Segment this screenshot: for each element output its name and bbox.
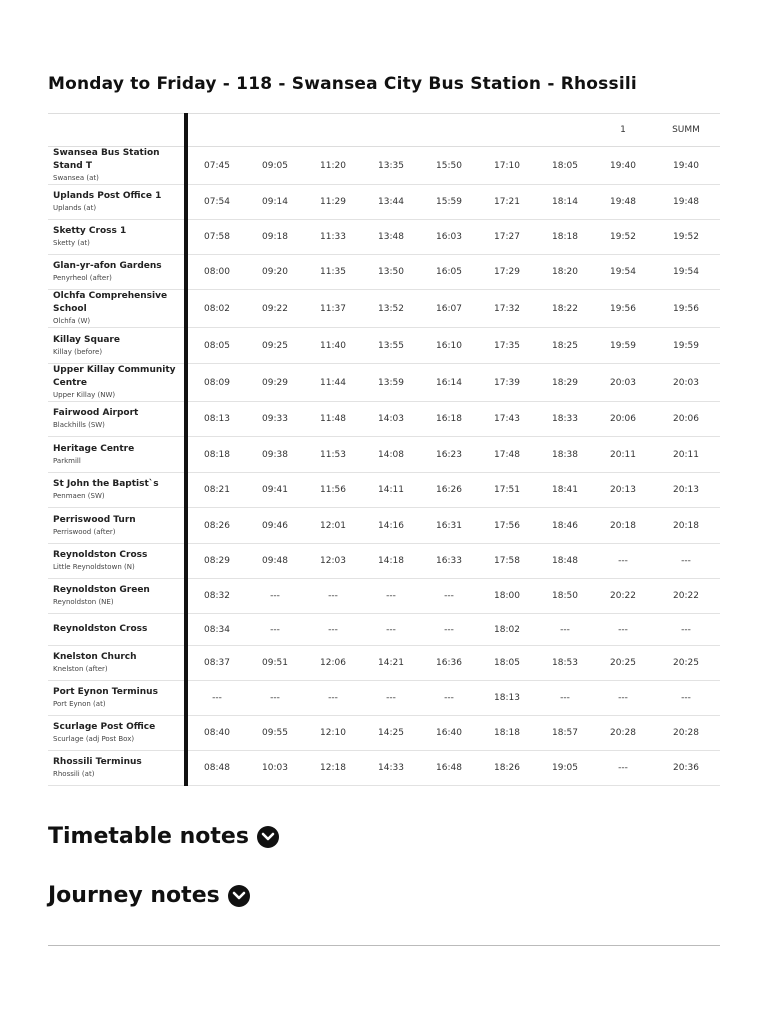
time-cell: 13:44 bbox=[362, 185, 420, 220]
stop-name: Scurlage Post Office bbox=[53, 722, 156, 732]
time-cell: 20:11 bbox=[594, 437, 652, 473]
time-cell: 14:25 bbox=[362, 716, 420, 751]
timetable-notes-toggle[interactable] bbox=[48, 824, 279, 849]
time-cell: 09:46 bbox=[246, 508, 304, 544]
time-cell: 18:26 bbox=[478, 751, 536, 786]
time-cell: 17:27 bbox=[478, 220, 536, 255]
stop-locality: Perriswood (after) bbox=[53, 527, 116, 536]
time-cell: --- bbox=[362, 681, 420, 716]
time-cell: --- bbox=[652, 614, 720, 646]
stop-locality: Sketty (at) bbox=[53, 239, 90, 247]
stop-locality: Port Eynon (at) bbox=[53, 700, 106, 708]
stop-locality: Reynoldston (NE) bbox=[53, 598, 114, 606]
stop-locality: Scurlage (adj Post Box) bbox=[53, 735, 135, 743]
time-cell: 20:22 bbox=[652, 579, 720, 614]
time-cell: 17:32 bbox=[478, 290, 536, 328]
time-cell: 16:18 bbox=[420, 402, 478, 437]
divider bbox=[48, 945, 720, 946]
time-cell: 08:34 bbox=[186, 614, 246, 646]
time-cell: 09:25 bbox=[246, 328, 304, 364]
stop-locality: Upper Killay (NW) bbox=[53, 391, 116, 399]
time-cell: 20:25 bbox=[652, 646, 720, 681]
time-cell: 18:18 bbox=[536, 220, 594, 255]
header-row bbox=[48, 114, 720, 147]
time-cell: 09:55 bbox=[246, 716, 304, 751]
column-header bbox=[304, 114, 362, 147]
time-cell: 17:51 bbox=[478, 473, 536, 508]
time-cell: 20:11 bbox=[652, 437, 720, 473]
stop-locality: Little Reynoldstown (N) bbox=[53, 563, 135, 571]
time-cell: 18:05 bbox=[536, 147, 594, 185]
time-cell: 08:48 bbox=[186, 751, 246, 786]
time-cell: 16:23 bbox=[420, 437, 478, 473]
time-cell: 19:52 bbox=[652, 220, 720, 255]
time-cell: 19:59 bbox=[652, 328, 720, 364]
time-cell: 13:48 bbox=[362, 220, 420, 255]
time-cell: --- bbox=[594, 544, 652, 579]
stop-name: Sketty Cross 1 bbox=[53, 226, 127, 236]
time-cell: 19:48 bbox=[594, 185, 652, 220]
time-cell: 20:18 bbox=[652, 508, 720, 544]
journey-notes-toggle[interactable] bbox=[48, 883, 250, 908]
stop-cell bbox=[48, 220, 186, 255]
time-cell: 18:50 bbox=[536, 579, 594, 614]
time-cell: 17:58 bbox=[478, 544, 536, 579]
stop-cell bbox=[48, 437, 186, 473]
time-cell: 09:48 bbox=[246, 544, 304, 579]
time-cell: 08:05 bbox=[186, 328, 246, 364]
time-cell: 18:05 bbox=[478, 646, 536, 681]
table-row bbox=[48, 437, 720, 473]
stop-locality: Blackhills (SW) bbox=[53, 421, 105, 429]
stop-locality: Parkmill bbox=[53, 456, 81, 465]
time-cell: 12:10 bbox=[304, 716, 362, 751]
time-cell: 18:18 bbox=[478, 716, 536, 751]
time-cell: 19:40 bbox=[594, 147, 652, 185]
stop-cell bbox=[48, 328, 186, 364]
time-cell: 20:06 bbox=[652, 402, 720, 437]
time-cell: 18:48 bbox=[536, 544, 594, 579]
time-cell: --- bbox=[420, 614, 478, 646]
table-row bbox=[48, 716, 720, 751]
time-cell: 13:55 bbox=[362, 328, 420, 364]
time-cell: 14:16 bbox=[362, 508, 420, 544]
time-cell: 16:48 bbox=[420, 751, 478, 786]
time-cell: 17:35 bbox=[478, 328, 536, 364]
table-row bbox=[48, 508, 720, 544]
time-cell: 11:44 bbox=[304, 364, 362, 402]
time-cell: --- bbox=[304, 681, 362, 716]
time-cell: 16:14 bbox=[420, 364, 478, 402]
stop-name: Fairwood Airport bbox=[53, 408, 139, 418]
stop-cell bbox=[48, 255, 186, 290]
stop-name: Upper Killay Community Centre bbox=[53, 365, 176, 388]
table-row bbox=[48, 579, 720, 614]
time-cell: 19:56 bbox=[652, 290, 720, 328]
time-cell: 17:10 bbox=[478, 147, 536, 185]
time-cell: 16:05 bbox=[420, 255, 478, 290]
chevron-down-icon bbox=[228, 885, 250, 907]
time-cell: --- bbox=[246, 579, 304, 614]
time-cell: 09:05 bbox=[246, 147, 304, 185]
time-cell: 11:20 bbox=[304, 147, 362, 185]
stop-name: Reynoldston Cross bbox=[53, 624, 148, 634]
time-cell: 12:01 bbox=[304, 508, 362, 544]
time-cell: 20:06 bbox=[594, 402, 652, 437]
time-cell: --- bbox=[420, 579, 478, 614]
time-cell: 12:06 bbox=[304, 646, 362, 681]
stop-cell bbox=[48, 364, 186, 402]
stop-name: Olchfa Comprehensive School bbox=[53, 291, 168, 314]
table-row bbox=[48, 185, 720, 220]
time-cell: --- bbox=[304, 614, 362, 646]
time-cell: 16:10 bbox=[420, 328, 478, 364]
time-cell: 07:58 bbox=[186, 220, 246, 255]
time-cell: 16:07 bbox=[420, 290, 478, 328]
time-cell: 09:14 bbox=[246, 185, 304, 220]
time-cell: 15:59 bbox=[420, 185, 478, 220]
stop-locality: Killay (before) bbox=[53, 347, 103, 356]
table-row bbox=[48, 646, 720, 681]
time-cell: 11:29 bbox=[304, 185, 362, 220]
time-cell: 16:36 bbox=[420, 646, 478, 681]
time-cell: 18:02 bbox=[478, 614, 536, 646]
time-cell: 20:13 bbox=[652, 473, 720, 508]
column-header bbox=[478, 114, 536, 147]
stop-name: Reynoldston Cross bbox=[53, 550, 148, 560]
stop-name: Uplands Post Office 1 bbox=[53, 191, 162, 201]
stop-name: Glan-yr-afon Gardens bbox=[53, 261, 162, 271]
time-cell: 14:33 bbox=[362, 751, 420, 786]
time-cell: 17:43 bbox=[478, 402, 536, 437]
time-cell: 10:03 bbox=[246, 751, 304, 786]
table-row bbox=[48, 364, 720, 402]
time-cell: 20:03 bbox=[652, 364, 720, 402]
time-cell: 17:39 bbox=[478, 364, 536, 402]
time-cell: --- bbox=[536, 614, 594, 646]
time-cell: 20:36 bbox=[652, 751, 720, 786]
time-cell: 08:02 bbox=[186, 290, 246, 328]
table-row bbox=[48, 147, 720, 185]
time-cell: --- bbox=[362, 614, 420, 646]
table-row bbox=[48, 751, 720, 786]
stop-name: Port Eynon Terminus bbox=[53, 687, 158, 697]
time-cell: 19:48 bbox=[652, 185, 720, 220]
time-cell: 18:33 bbox=[536, 402, 594, 437]
stop-name: Heritage Centre bbox=[53, 443, 135, 454]
timetable bbox=[48, 113, 720, 786]
time-cell: 20:03 bbox=[594, 364, 652, 402]
chevron-down-icon bbox=[257, 826, 279, 848]
column-header bbox=[186, 114, 246, 147]
time-cell: 13:52 bbox=[362, 290, 420, 328]
time-cell: 18:20 bbox=[536, 255, 594, 290]
time-cell: --- bbox=[362, 579, 420, 614]
time-cell: --- bbox=[594, 614, 652, 646]
time-cell: 09:20 bbox=[246, 255, 304, 290]
stop-name: St John the Baptist`s bbox=[53, 479, 159, 489]
table-row bbox=[48, 681, 720, 716]
time-cell: --- bbox=[594, 681, 652, 716]
stop-cell bbox=[48, 185, 186, 220]
time-cell: 14:11 bbox=[362, 473, 420, 508]
table-row bbox=[48, 220, 720, 255]
time-cell: 09:51 bbox=[246, 646, 304, 681]
time-cell: 18:25 bbox=[536, 328, 594, 364]
time-cell: 18:13 bbox=[478, 681, 536, 716]
time-cell: 14:21 bbox=[362, 646, 420, 681]
time-cell: 15:50 bbox=[420, 147, 478, 185]
time-cell: 14:03 bbox=[362, 402, 420, 437]
time-cell: 09:29 bbox=[246, 364, 304, 402]
time-cell: 12:18 bbox=[304, 751, 362, 786]
time-cell: 13:50 bbox=[362, 255, 420, 290]
time-cell: 20:13 bbox=[594, 473, 652, 508]
time-cell: --- bbox=[420, 681, 478, 716]
time-cell: 17:48 bbox=[478, 437, 536, 473]
time-cell: --- bbox=[652, 681, 720, 716]
stop-name: Perriswood Turn bbox=[53, 514, 136, 525]
time-cell: 16:33 bbox=[420, 544, 478, 579]
stop-cell bbox=[48, 544, 186, 579]
stop-locality: Olchfa (W) bbox=[53, 317, 91, 325]
time-cell: 07:45 bbox=[186, 147, 246, 185]
stop-locality: Swansea (at) bbox=[53, 174, 99, 182]
stop-name: Reynoldston Green bbox=[53, 585, 150, 595]
time-cell: 11:40 bbox=[304, 328, 362, 364]
time-cell: 19:40 bbox=[652, 147, 720, 185]
stop-cell bbox=[48, 614, 186, 646]
stop-locality: Penyrheol (after) bbox=[53, 274, 112, 282]
time-cell: --- bbox=[186, 681, 246, 716]
time-cell: 13:35 bbox=[362, 147, 420, 185]
column-header bbox=[48, 114, 186, 147]
column-header: SUMM bbox=[652, 114, 720, 147]
timetable-table bbox=[48, 113, 720, 786]
time-cell: 08:37 bbox=[186, 646, 246, 681]
stop-name: Rhossili Terminus bbox=[53, 757, 142, 767]
time-cell: --- bbox=[246, 614, 304, 646]
time-cell: 11:35 bbox=[304, 255, 362, 290]
table-row bbox=[48, 402, 720, 437]
time-cell: 18:38 bbox=[536, 437, 594, 473]
time-cell: 08:40 bbox=[186, 716, 246, 751]
time-cell: --- bbox=[594, 751, 652, 786]
time-cell: 11:48 bbox=[304, 402, 362, 437]
stop-cell bbox=[48, 716, 186, 751]
time-cell: 20:18 bbox=[594, 508, 652, 544]
time-cell: --- bbox=[536, 681, 594, 716]
time-cell: 08:09 bbox=[186, 364, 246, 402]
time-cell: 19:05 bbox=[536, 751, 594, 786]
time-cell: --- bbox=[304, 579, 362, 614]
time-cell: 19:52 bbox=[594, 220, 652, 255]
table-row bbox=[48, 255, 720, 290]
time-cell: 07:54 bbox=[186, 185, 246, 220]
time-cell: 19:54 bbox=[652, 255, 720, 290]
column-header: 1 bbox=[594, 114, 652, 147]
time-cell: 17:21 bbox=[478, 185, 536, 220]
time-cell: 08:26 bbox=[186, 508, 246, 544]
stop-cell bbox=[48, 290, 186, 328]
time-cell: --- bbox=[652, 544, 720, 579]
time-cell: 11:56 bbox=[304, 473, 362, 508]
time-cell: 18:00 bbox=[478, 579, 536, 614]
time-cell: 08:29 bbox=[186, 544, 246, 579]
time-cell: --- bbox=[246, 681, 304, 716]
table-row bbox=[48, 544, 720, 579]
time-cell: 18:41 bbox=[536, 473, 594, 508]
time-cell: 16:40 bbox=[420, 716, 478, 751]
page-title: Monday to Friday - 118 - Swansea City Bus Station - Rhossili bbox=[48, 74, 637, 94]
time-cell: 11:53 bbox=[304, 437, 362, 473]
time-cell: 16:26 bbox=[420, 473, 478, 508]
column-header bbox=[536, 114, 594, 147]
stop-name: Knelston Church bbox=[53, 652, 137, 662]
time-cell: 16:03 bbox=[420, 220, 478, 255]
column-header bbox=[420, 114, 478, 147]
time-cell: 08:13 bbox=[186, 402, 246, 437]
time-cell: 13:59 bbox=[362, 364, 420, 402]
column-header bbox=[246, 114, 304, 147]
time-cell: 20:25 bbox=[594, 646, 652, 681]
time-cell: 12:03 bbox=[304, 544, 362, 579]
stop-name: Swansea Bus Station Stand T bbox=[53, 148, 160, 171]
table-row bbox=[48, 328, 720, 364]
time-cell: 18:29 bbox=[536, 364, 594, 402]
stop-cell bbox=[48, 751, 186, 786]
time-cell: 14:18 bbox=[362, 544, 420, 579]
stop-locality: Penmaen (SW) bbox=[53, 492, 105, 500]
time-cell: 14:08 bbox=[362, 437, 420, 473]
time-cell: 19:59 bbox=[594, 328, 652, 364]
time-cell: 20:22 bbox=[594, 579, 652, 614]
stop-cell bbox=[48, 147, 186, 185]
time-cell: 16:31 bbox=[420, 508, 478, 544]
journey-notes-heading: Journey notes bbox=[48, 883, 220, 908]
stop-cell bbox=[48, 579, 186, 614]
table-row bbox=[48, 614, 720, 646]
stop-locality: Rhossili (at) bbox=[53, 770, 95, 778]
time-cell: 17:56 bbox=[478, 508, 536, 544]
table-row bbox=[48, 473, 720, 508]
stop-cell bbox=[48, 681, 186, 716]
stop-locality: Knelston (after) bbox=[53, 665, 108, 673]
time-cell: 18:46 bbox=[536, 508, 594, 544]
column-header bbox=[362, 114, 420, 147]
table-row bbox=[48, 290, 720, 328]
time-cell: 20:28 bbox=[652, 716, 720, 751]
time-cell: 17:29 bbox=[478, 255, 536, 290]
time-cell: 08:32 bbox=[186, 579, 246, 614]
stop-cell bbox=[48, 646, 186, 681]
time-cell: 09:33 bbox=[246, 402, 304, 437]
time-cell: 19:54 bbox=[594, 255, 652, 290]
time-cell: 11:37 bbox=[304, 290, 362, 328]
time-cell: 18:57 bbox=[536, 716, 594, 751]
time-cell: 18:22 bbox=[536, 290, 594, 328]
timetable-notes-heading: Timetable notes bbox=[48, 824, 249, 849]
stop-locality: Uplands (at) bbox=[53, 204, 97, 212]
time-cell: 08:18 bbox=[186, 437, 246, 473]
time-cell: 08:00 bbox=[186, 255, 246, 290]
time-cell: 08:21 bbox=[186, 473, 246, 508]
time-cell: 09:41 bbox=[246, 473, 304, 508]
stop-cell bbox=[48, 402, 186, 437]
stop-cell bbox=[48, 508, 186, 544]
time-cell: 09:18 bbox=[246, 220, 304, 255]
time-cell: 09:38 bbox=[246, 437, 304, 473]
stop-cell bbox=[48, 473, 186, 508]
time-cell: 18:14 bbox=[536, 185, 594, 220]
time-cell: 19:56 bbox=[594, 290, 652, 328]
time-cell: 18:53 bbox=[536, 646, 594, 681]
time-cell: 11:33 bbox=[304, 220, 362, 255]
stop-name: Killay Square bbox=[53, 334, 120, 345]
time-cell: 20:28 bbox=[594, 716, 652, 751]
time-cell: 09:22 bbox=[246, 290, 304, 328]
